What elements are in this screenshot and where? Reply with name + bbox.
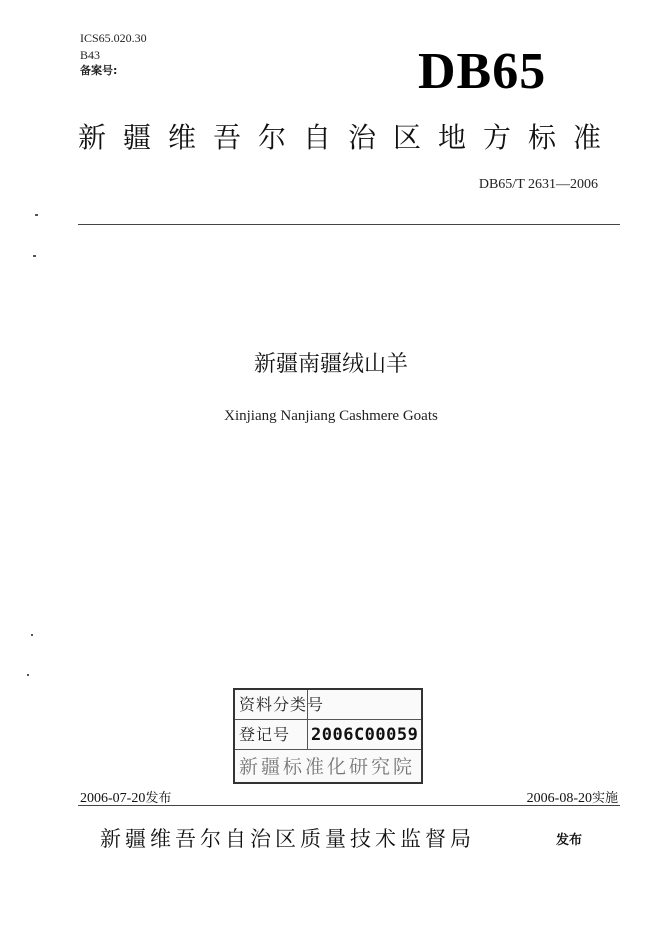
bottom-divider <box>78 805 620 806</box>
stamp-row-classification <box>235 690 421 720</box>
stamp-separator <box>307 720 308 750</box>
registration-stamp <box>233 688 423 784</box>
scan-speck <box>27 674 29 676</box>
issue-date-suffix: 发布 <box>145 791 172 806</box>
implementation-date-suffix: 实施 <box>591 791 618 806</box>
top-divider <box>78 224 620 225</box>
stamp-separator <box>307 690 308 720</box>
document-title-cn: 新疆南疆绒山羊 <box>253 352 408 377</box>
publisher-name: 新疆维吾尔自治区质量技术监督局 <box>100 827 475 851</box>
scan-speck <box>33 255 36 257</box>
clc-code: B43 <box>80 48 101 62</box>
stamp-institute-name: 新疆标准化研究院 <box>239 756 416 778</box>
standard-code: DB65/T 2631—2006 <box>478 177 598 192</box>
issue-date-value: 2006-07-20 <box>80 791 146 806</box>
stamp-row-registration <box>235 720 421 750</box>
document-title-en: Xinjiang Nanjiang Cashmere Goats <box>224 408 438 424</box>
ics-code: ICS65.020.30 <box>80 31 147 45</box>
publish-label: 发布 <box>556 833 583 848</box>
filing-number-label: 备案号: <box>80 64 118 77</box>
db65-logo: DB65 <box>418 43 547 100</box>
implementation-date <box>470 787 618 807</box>
stamp-registration-number: 2006C00059 <box>311 725 419 745</box>
scan-speck <box>35 214 38 216</box>
stamp-registration-label: 登记号 <box>239 725 291 744</box>
stamp-classification-label: 资料分类号 <box>239 695 325 714</box>
standard-category-title: 新疆维吾尔自治区地方标准 <box>78 121 619 154</box>
implementation-date-value: 2006-08-20 <box>526 791 592 806</box>
issue-date <box>80 787 171 807</box>
scan-speck <box>31 634 33 636</box>
